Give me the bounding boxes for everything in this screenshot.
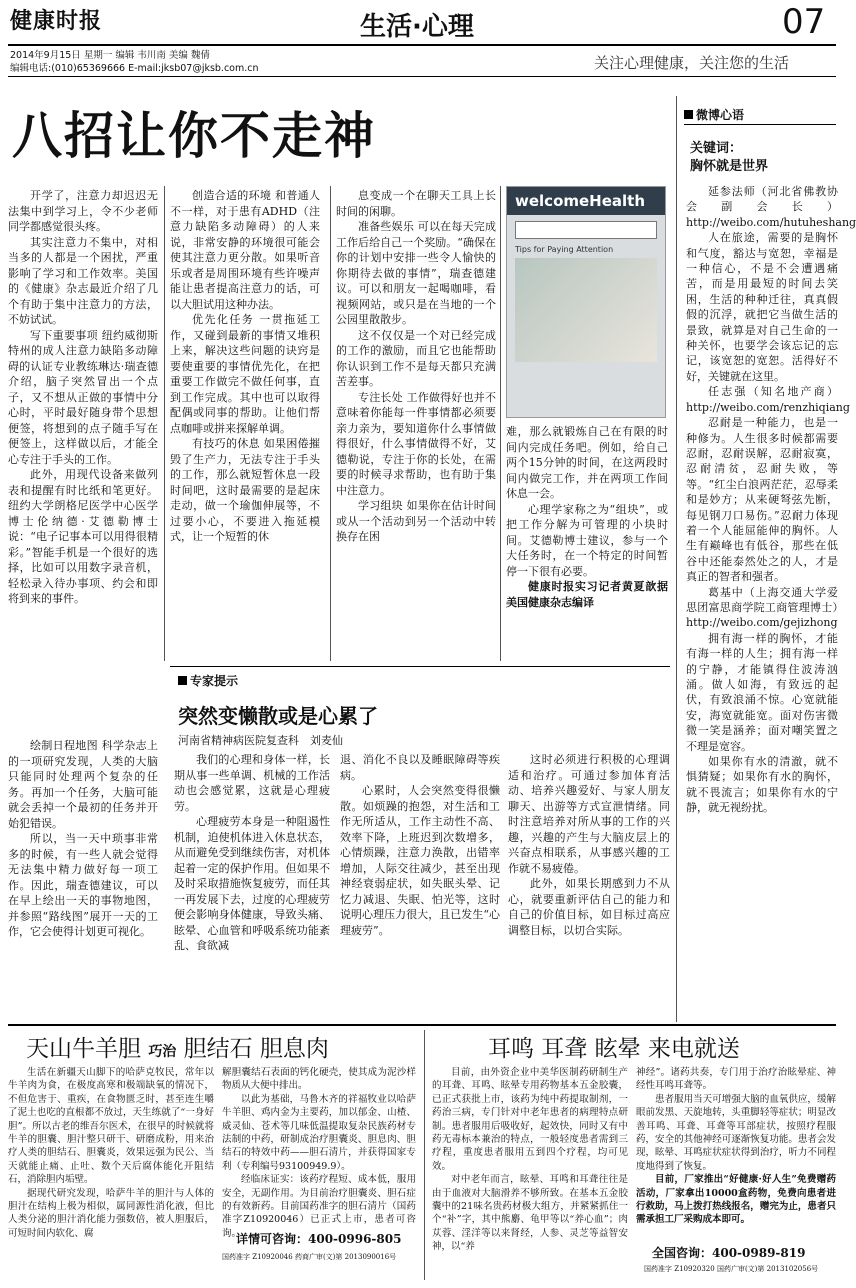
expert-paragraph: 我们的心理和身体一样，长期从事一些单调、机械的工作活动也会感觉累，这就是心理疲劳。 [174, 753, 330, 813]
photo-banner: welcomeHealth [507, 187, 665, 215]
ad-left-license: 国药准字 Z10920046 药商广审(文)第 2013090016号 [222, 1253, 397, 1261]
weibo-keyword: 胸怀就是世界 [690, 159, 769, 174]
column-divider [330, 186, 331, 661]
ad-paragraph: 以此为基础，马鲁木齐的祥福牧业以哈萨牛羊胆、鸡内金为主要药，加以郁金、山楂、威灵仙、苍术等几味低温提取复杂民族药材专法制的中药，研制成治疗胆囊炎、胆息肉、胆结石的特效中药——胆石清片，并获得国家专利（专利编号93100949.9）。 [222, 1093, 416, 1172]
ad-paragraph: 解胆囊结石表面的钙化硬壳，使其成为泥沙样物质从大便中排出。 [222, 1067, 416, 1092]
photo-search-box [515, 221, 657, 239]
weibo-rule [684, 124, 836, 125]
column-divider [164, 186, 165, 661]
article-column-1 [8, 188, 158, 656]
ad-left-headline: 天山牛羊胆 巧治 胆结石 胆息肉 [26, 1036, 329, 1062]
ad-right-headline: 耳鸣 耳聋 眩晕 来电就送 [488, 1036, 740, 1062]
ad-divider [424, 1030, 425, 1280]
issue-info: 2014年9月15日 星期一 编辑 韦川南 美编 魏倩 [10, 50, 210, 61]
expert-column-1 [174, 752, 330, 1018]
ad-paragraph: 神经”。诸药共奏，专门用于治疗治眩晕症、神经性耳鸣耳聋等。 [636, 1067, 836, 1092]
ad-paragraph: 患者服用当天可增强大脑的血氧供应，缓解眼前发黑、天旋地转，头重脚轻等症状；明显改善耳鸣、耳聋、耳聋等耳部症状，按照疗程服药，安全的其他神经可逐渐恢复功能。患者会发现，眩晕、耳鸣症状症状得到治疗，听力不同程度地得到了恢复。 [636, 1093, 836, 1172]
expert-column-3 [508, 752, 670, 1018]
weibo-author: 延参法师（河北省佛教协会副会长）http://weibo.com/hutuheshang [686, 185, 856, 229]
weibo-quote: 拥有海一样的胸怀，才能有海一样的人生；拥有海一样的宁静，才能镇得住波涛汹涌。做人如海，有致远的起伏，有致浪涌不惊。心宽就能安，海宽就能宽。面对伤害微微一笑是涵养；面对嘲笑置之不理是宽容。 [686, 631, 838, 753]
weibo-author: 葛基中（上海交通大学爱思团富思商学院工商管理博士）http://weibo.com/gejizhong [686, 585, 838, 630]
article-column-1-lower [8, 738, 158, 1016]
ad-paragraph: 据现代研究发现，哈萨牛羊的胆汁与人体的胆汁在结构上极为相似，属同源性消化液，但比人类分泌的胆汁消化能力强数倍，被人胆服后，可短时间内软化、腐 [8, 1187, 214, 1239]
page-number: 07 [782, 2, 826, 42]
weibo-box-title: 微博心语 [684, 106, 744, 123]
column-divider [500, 186, 501, 661]
square-bullet-icon [178, 676, 187, 685]
article-paragraph: 所以，当一天中琐事非常多的时候，有一些人就会觉得无法集中精力做好每一项工作。因此，瑞查德建议，可以在早上绘出一天的事物地图，并参照“路线图”展开一天的工作，它会使得计划更可视化。 [8, 832, 158, 938]
ad-rule [8, 1024, 836, 1026]
article-paragraph: 息变成一个在聊天工具上长时间的闲聊。 [336, 189, 496, 218]
expert-box-title: 专家提示 [178, 672, 238, 689]
article-paragraph: 其实注意力不集中，对相当多的人都是一个困扰，严重影响了学习和工作效率。美国的《健康》杂志最近介绍了几个有助于集中注意力的方法，不妨试试。 [8, 235, 158, 326]
article-title: 八招让你不走神 [12, 106, 376, 165]
article-paragraph: 准备些娱乐 可以在每天完成工作后给自己一个奖励。“确保在你的计划中安排一些令人愉快的你期待去做的事情”，瑞查德建议。可以和朋友一起喝咖啡，看视频网站，或只是在当地的一个公园里散散步。 [336, 220, 496, 326]
section-slogan: 关注心理健康，关注您的生活 [594, 54, 790, 72]
article-paragraph: 绘制日程地图 科学杂志上的一项研究发现，人类的大脑只能同时处理两个复杂的任务。再加一个任务，大脑可能就会丢掉一个最初的任务并开始犯错误。 [8, 739, 158, 830]
expert-paragraph: 此外，如果长期感到力不从心，就要重新评估自己的能力和自己的价值目标，如目标过高应调整目标，以切合实际。 [508, 877, 670, 937]
ad-left-column-1 [8, 1066, 214, 1264]
expert-byline: 河南省精神病医院复查科 刘麦仙 [178, 734, 343, 747]
ad-paragraph: 目前，厂家推出“好健康·好人生”免费赠药活动，厂家拿出10000盒药物，免费向患者进行救助，马上拨打热线报名，赠完为止，患者只需承担工厂采购成本即可。 [636, 1174, 836, 1226]
article-paragraph: 创造合适的环境 和普通人不一样，对于患有ADHD（注意力缺陷多动障碍）的人来说，非常安静的环境很可能会使其注意力更分散。如果听音乐或者是周围环境有些许噪声能让患者提高注意力的话，可以大胆试用这种办法。 [170, 189, 320, 311]
ad-left-phone: 详情可咨询：400-0996-805 [236, 1232, 402, 1246]
ad-paragraph: 目前，由外资企业中美华医制药研制生产的耳聋、耳鸣、眩晕专用药物基本五金胶囊，已正式获批上市，该药为纯中药提取制剂，一药治三病，专门针对中老年患者的病理特点研制。患者服用后吸收好，起效快，同时又有中药无毒标本兼治的特点，一般轻度患者需到三疗程，重度患者服用五到四个疗程，均可见效。 [432, 1067, 628, 1172]
article-paragraph: 这不仅仅是一个对已经完成的工作的激励，而且它也能帮助你认识到工作不是每天都只充满苦差事。 [336, 328, 496, 388]
article-paragraph: 有技巧的休息 如果困倦摧毁了生产力，无法专注于手头的工作，那么就短暂休息一段时间吧，这时最需要的是起床走动，做一个瑜伽伸展等，不过要小心，不要进入拖延模式，让一个短暂的休 [170, 437, 320, 543]
expert-column-2 [340, 752, 500, 1018]
article-paragraph: 心理学家称之为“组块”，或把工作分解为可管理的小块时间。艾德勒博士建议，参与一个大任务时，在一个特定的时间暂停一下很有必要。 [506, 502, 668, 578]
expert-paragraph: 退、消化不良以及睡眠障碍等疾病。 [340, 753, 500, 782]
weibo-quote: 忍耐是一种能力，也是一种修为。人生很多时候都需要忍耐，忍耐误解，忍耐寂寞，忍耐清贫，忍耐失败，等等。“红尘白浪两茫茫，忍辱柔和是妙方；从来硬弩弦先断，每见钢刀口易伤。”忍耐力体现着一个人能屈能伸的胸怀。人生有巅峰也有低谷，那些在低谷中还能泰然处之的人，才是真正的智者和强者。 [686, 416, 838, 584]
article-paragraph: 开学了，注意力却迟迟无法集中到学习上，令不少老师同学都感觉很头疼。 [8, 189, 158, 233]
ad-right-column-2 [636, 1066, 836, 1240]
article-credit: 健康时报实习记者黄夏歆据美国健康杂志编译 [506, 580, 668, 609]
ad-right-column-1 [432, 1066, 628, 1264]
weibo-divider [676, 96, 677, 1022]
expert-title: 突然变懒散或是心累了 [178, 704, 378, 728]
weibo-quote: 如果你有水的清澈，就不惧猜疑；如果你有水的胸怀，就不畏流言；如果你有水的宁静，就无视纷扰。 [686, 755, 838, 815]
expert-paragraph: 心累时，人会突然变得很懒散。如烦躁的抱怨，对生活和工作无所适从，工作主动性不高、效率下降，上班迟到次数增多，心情烦躁，注意力涣散，出错率增加，人际交往减少，甚至出现神经衰弱症状，如失眠头晕、记忆力减退、失眠、怕光等，这时说明心理压力很大，且已发生“心理疲劳”。 [340, 784, 500, 937]
ad-right-license: 国药准字 Z10920320 国药广审(文)第 2013102056号 [644, 1265, 819, 1273]
section-title: 生活·心理 [360, 12, 474, 42]
header-rule [8, 44, 836, 46]
article-paragraph: 写下重要事项 纽约威彻斯特州的成人注意力缺陷多动障碍的认证专业教练琳达·瑞查德介绍，脑子突然冒出一个点子，又不想从正做的事情中分心时，平时最好随身带个思想便签，将想到的点子随手写在便签上，这样做以后，才能全心专注于手头的工作。 [8, 328, 158, 466]
expert-paragraph: 心理疲劳本身是一种阻遏性机制，迫使机体进入休息状态，从而避免受到继续伤害，对机体起着一定的保护作用。但如果不及时采取措施恢复疲劳，而任其一再发展下去，过度的心理疲劳便会影响身体健康，导致头痛、眩晕、心血管和呼吸系统功能紊乱、食欲减 [174, 815, 330, 952]
article-paragraph: 此外，用现代设备来做列表和提醒有时比纸和笔更好。纽约大学朗格尼医学中心医学博士伦纳德·艾德勒博士说：“电子记事本可以用得很精彩。”智能手机是一个很好的选择，比如可以用数字录音机，轻松录入待办事项、约会和即将到来的事件。 [8, 468, 158, 605]
weibo-quote: 人在旅途，需要的是胸怀和气度，豁达与宽恕，幸福是一种信心，不是不会遭遇痛苦，而是用最短的时间去笑困，生活的种种迁往，真真假假的沉浮，就把它当做生活的景致，就算是对自己生命的一种关怀，也要学会该忘记的忘记，该宽恕的宽恕。活得好不好，关键就在这里。 [686, 231, 838, 383]
newspaper-logo: 健康时报 [10, 8, 103, 34]
ad-paragraph: 生活在新疆天山脚下的哈萨克牧民，常年以牛羊肉为食，在极度高寒和极端缺氧的情况下，不但危害于、重疾，在食物匮乏时，甚至连生嚼了泥土也吃的直根都不放过，天生练就了“一身好胆”。所以古老的维吾尔医术，在很早的时候就将牛羊的胆囊、胆汁整只研干、研磨成粉，用来治疗人类的胆结石、胆囊炎，效果远强为民公、当天就能止痛、止吐、数个天后腐体能化开阻结石，消除胆内垢壁。 [8, 1067, 214, 1186]
article-column-2 [170, 188, 320, 658]
article-column-4 [506, 424, 668, 658]
ad-paragraph: 对中老年而言，眩晕、耳鸣和耳聋往往是由于血液对大脑滑养不够所致。在基本五金胶囊中的21味名贵药材极大组方，并紧紧抓住一个“补”字，其中熊麝、龟甲等以“养心血”；肉苁蓉、淫洋等以来肾经，人参、灵芝等益智安神，以“养 [432, 1174, 628, 1253]
photo-caption: Tips for Paying Attention [515, 245, 614, 254]
ad-right-phone: 全国咨询：400-0989-819 [652, 1246, 806, 1260]
expert-rule [170, 666, 670, 667]
weibo-content [686, 184, 856, 1024]
article-paragraph: 学习组块 如果你在估计时间或从一个活动到另一个活动中转换存在困 [336, 499, 496, 543]
article-column-3 [336, 188, 496, 658]
expert-paragraph: 这时必须进行积极的心理调适和治疗。可通过参加体育活动、培养兴趣爱好、与家人朋友聊天、出游等方式宣泄情绪。同时注意培养对所从事的工作的兴趣，兴趣的产生与大脑皮层上的兴奋点相联系，从事感兴趣的工作就不易疲倦。 [508, 753, 670, 875]
photo-image [515, 258, 657, 362]
header-rule-bottom [8, 76, 836, 77]
weibo-author: 任志强（知名地产商）http://weibo.com/renzhiqiang [686, 385, 850, 414]
article-photo [506, 186, 666, 418]
ad-paragraph: 经临床证实：该药疗程短、成本低，服用安全，无副作用。为目前治疗胆囊炎、胆石症的有效新药。目前国药准字的胆石清片（国药准字Z10920046）已正式上市，患者可咨询。 [222, 1174, 416, 1239]
article-paragraph: 优先化任务 一贯拖延工作，又碰到最新的事情又堆积上来，解决这些问题的诀窍是要使重要的事情优先化，在把重要工作做完不做任何事，直到工作完成。其中也可以取得配偶或同事的帮助。让他们帮点咖啡或拼来探解单调。 [170, 313, 320, 435]
editor-contact: 编辑电话:(010)65369666 E-mail:jksb07@jksb.com.cn [10, 63, 259, 74]
article-paragraph: 难，那么就锻炼自己在有限的时间内完成任务吧。例如，给自己两个15分钟的时间，在这两段时间内做完工作，并在两项工作间休息一会。 [506, 425, 668, 500]
weibo-keyword-label: 关键词： [690, 141, 743, 156]
square-bullet-icon [684, 110, 693, 119]
article-paragraph: 专注长处 工作做得好也并不意味着你能每一件事情都必须要亲力亲为，要知道你什么事情做得很好，什么事情做得不好，艾德勒说，专注于你的长处，在需要的时候寻求帮助，也有助于集中注意力。 [336, 390, 496, 497]
